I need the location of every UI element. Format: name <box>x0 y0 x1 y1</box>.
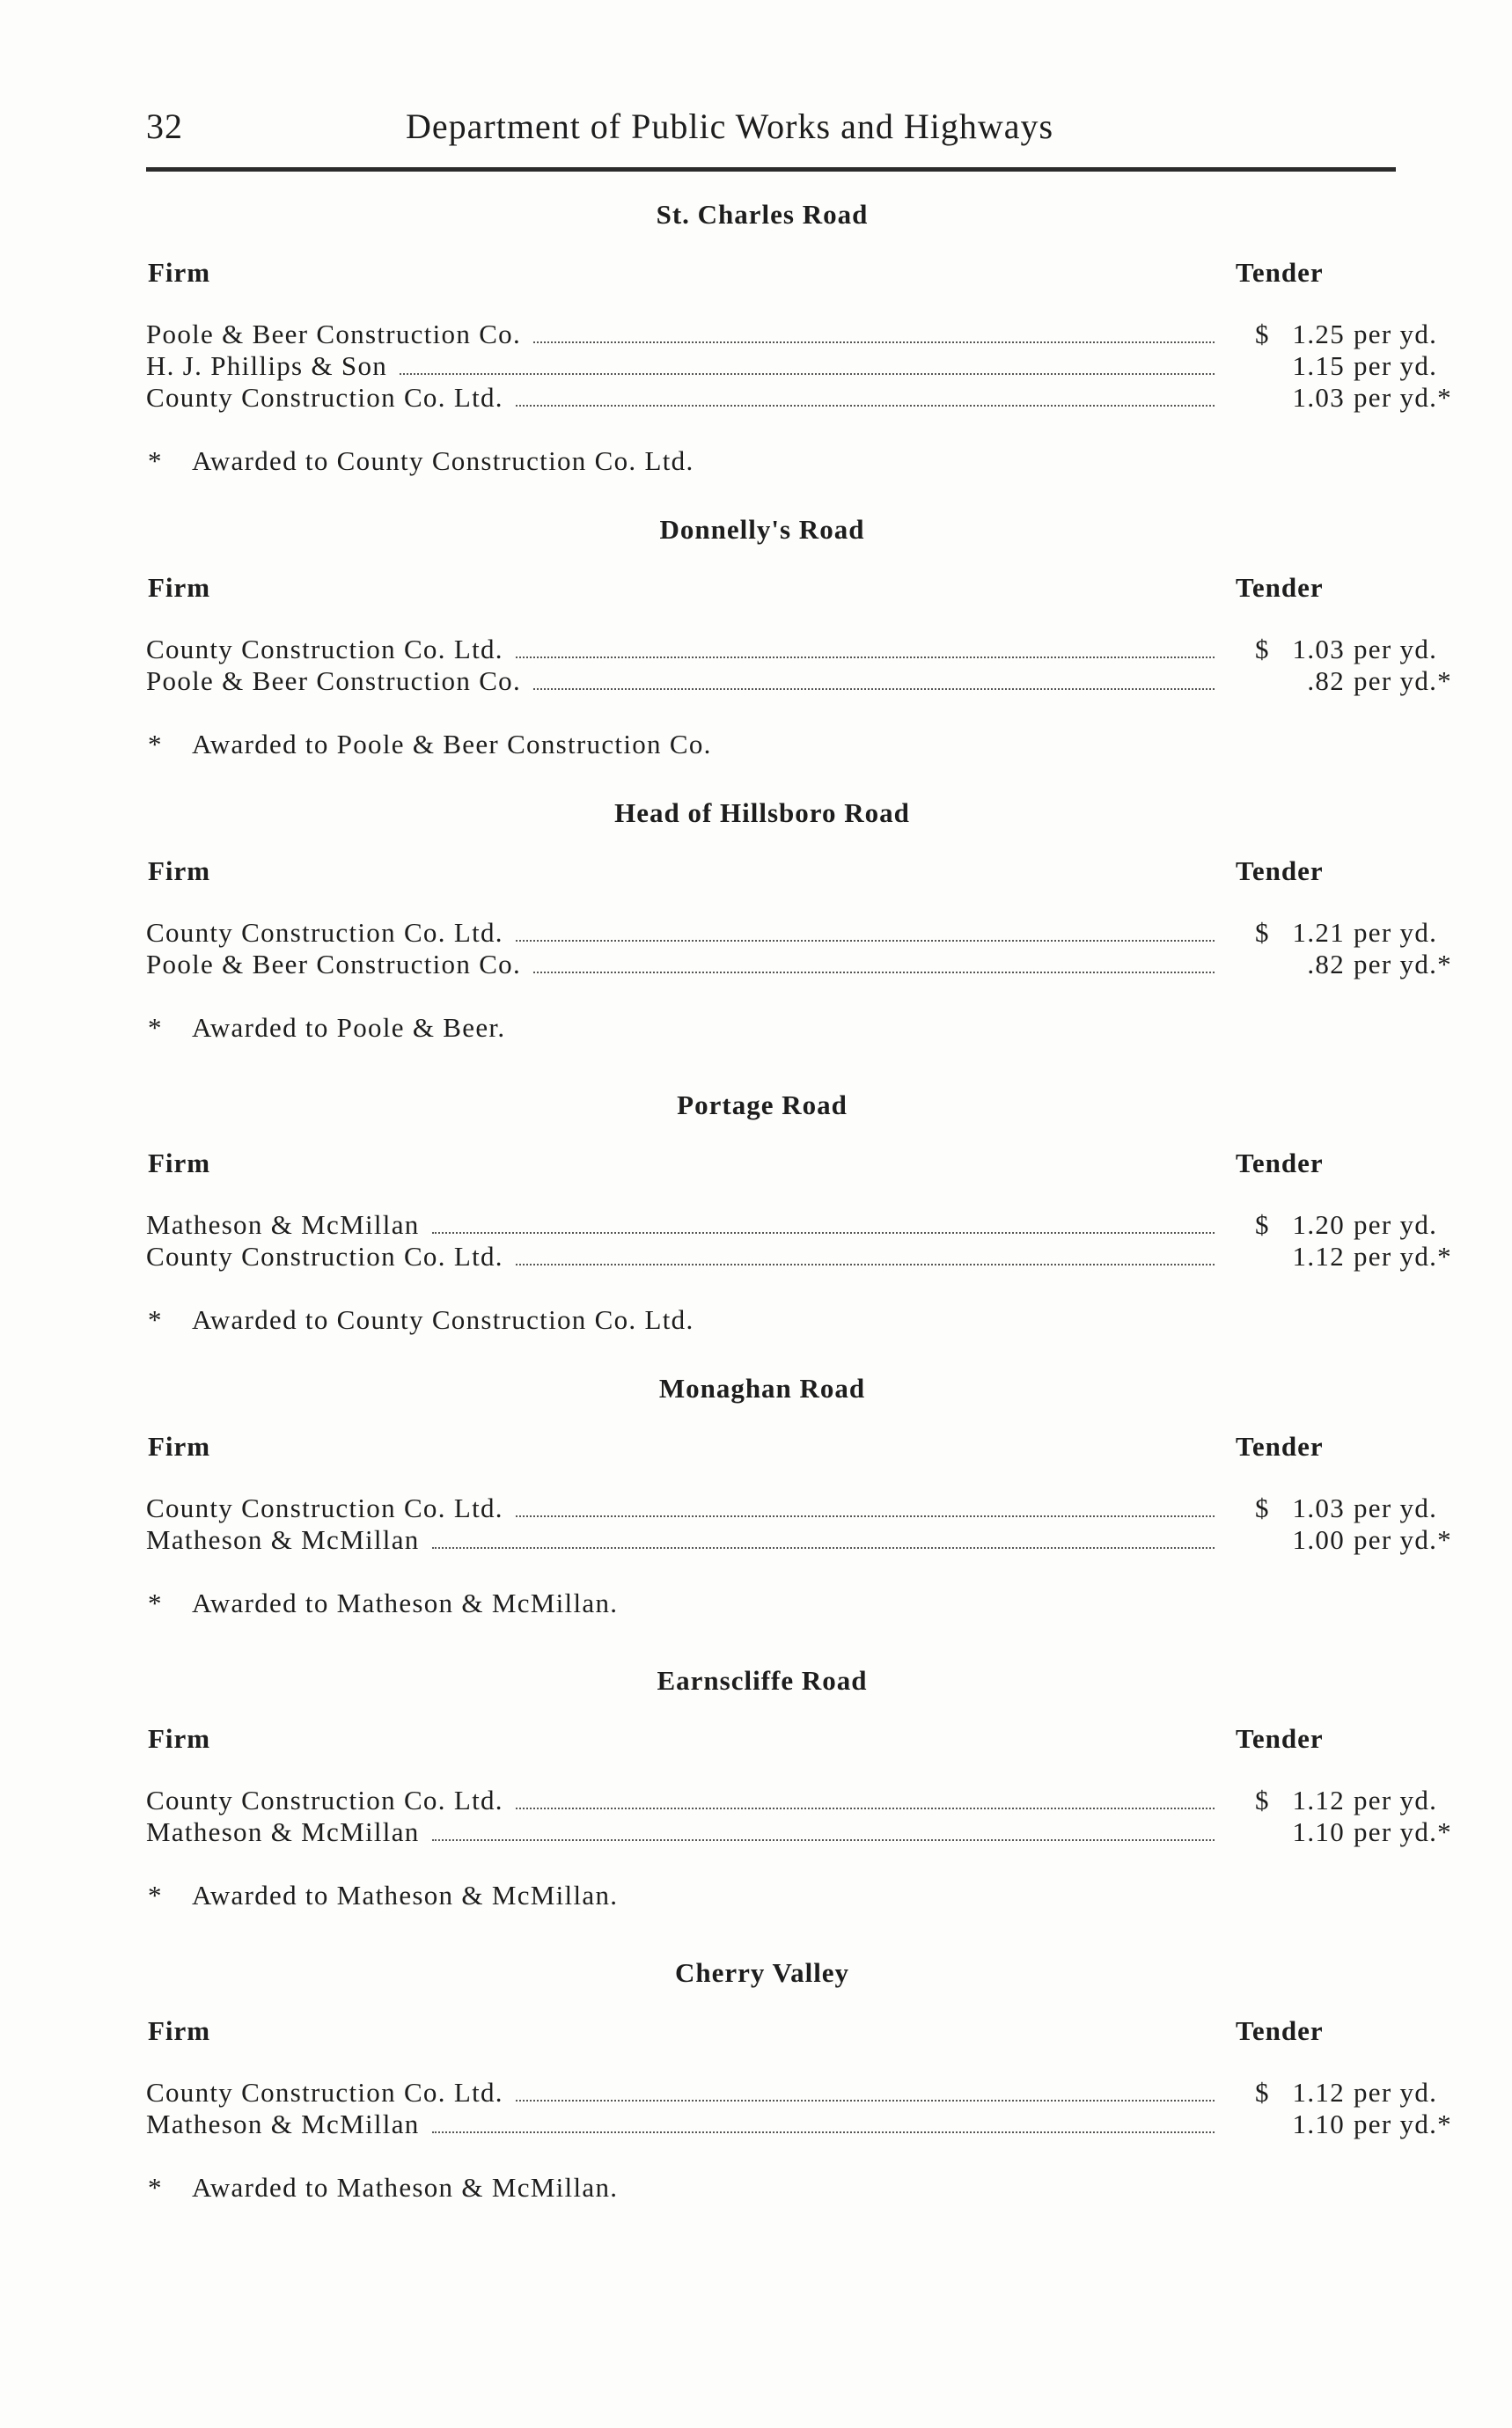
tender-unit: per yd. <box>1354 2077 1438 2108</box>
section-title: Monaghan Road <box>658 1373 866 1404</box>
tender-row <box>146 1816 1466 1848</box>
firm-name: County Construction Co. Ltd. <box>146 917 503 948</box>
currency-sign: $ <box>1255 2077 1270 2108</box>
tender-section <box>146 1086 1466 1338</box>
firm-name: Matheson & McMillan <box>146 1816 420 1847</box>
tender-rows <box>146 1209 1466 1273</box>
tender-row <box>146 949 1466 980</box>
tender-amount: 1.03 <box>1292 382 1345 413</box>
tender-row <box>146 665 1466 697</box>
column-headers <box>146 2015 1466 2054</box>
tender-unit: per yd. <box>1354 917 1438 948</box>
firm-cell <box>146 382 1229 414</box>
tender-rows <box>146 319 1466 414</box>
firm-column-header: Firm <box>148 572 211 603</box>
firm-name: County Construction Co. Ltd. <box>146 382 503 413</box>
currency-sign: $ <box>1255 1209 1270 1240</box>
tender-row <box>146 1493 1466 1524</box>
asterisk-mark: * <box>148 1012 163 1043</box>
tender-unit: per yd.* <box>1354 2109 1452 2139</box>
tender-amount: 1.12 <box>1292 2077 1345 2108</box>
award-note-text: Awarded to Matheson & McMillan. <box>192 2172 619 2203</box>
tender-sections <box>146 195 1466 2205</box>
firm-name: Matheson & McMillan <box>146 1524 420 1555</box>
firm-cell <box>146 917 1229 949</box>
firm-cell <box>146 350 1229 382</box>
firm-column-header: Firm <box>148 1431 211 1462</box>
tender-rows <box>146 917 1466 980</box>
firm-cell <box>146 1241 1229 1273</box>
dot-leader <box>533 688 1215 690</box>
firm-cell <box>146 1785 1229 1816</box>
tender-amount: 1.12 <box>1292 1785 1345 1815</box>
tender-column-header: Tender <box>1236 855 1324 886</box>
tender-unit: per yd. <box>1354 1785 1438 1815</box>
firm-name: Poole & Beer Construction Co. <box>146 319 522 349</box>
firm-name: Poole & Beer Construction Co. <box>146 665 522 696</box>
tender-rows <box>146 2077 1466 2140</box>
currency-sign: $ <box>1255 917 1270 948</box>
firm-cell <box>146 319 1229 350</box>
tender-row <box>146 634 1466 665</box>
tender-amount: 1.12 <box>1292 1241 1345 1272</box>
tender-row <box>146 382 1466 414</box>
tender-amount: 1.03 <box>1292 1493 1345 1523</box>
asterisk-mark: * <box>148 1588 163 1618</box>
firm-name: Matheson & McMillan <box>146 2109 420 2139</box>
firm-cell <box>146 634 1229 665</box>
tender-section <box>146 1954 1466 2205</box>
firm-name: Poole & Beer Construction Co. <box>146 949 522 979</box>
tender-unit: per yd. <box>1354 319 1438 349</box>
tender-column-header: Tender <box>1236 572 1324 603</box>
tender-unit: per yd. <box>1354 1209 1438 1240</box>
tender-row <box>146 1524 1466 1556</box>
tender-unit: per yd. <box>1354 350 1438 381</box>
firm-cell <box>146 665 1229 697</box>
tender-amount: .82 <box>1307 665 1345 696</box>
award-note <box>146 1878 1466 1913</box>
tender-unit: per yd. <box>1354 1493 1438 1523</box>
dot-leader <box>432 1547 1215 1549</box>
tender-amount: 1.00 <box>1292 1524 1345 1555</box>
tender-unit: per yd.* <box>1354 1816 1452 1847</box>
firm-name: County Construction Co. Ltd. <box>146 1241 503 1272</box>
firm-cell <box>146 1816 1229 1848</box>
tender-amount: .82 <box>1307 949 1345 979</box>
currency-sign: $ <box>1255 1785 1270 1815</box>
tender-amount: 1.21 <box>1292 917 1345 948</box>
dot-leader <box>432 1232 1215 1234</box>
tender-rows <box>146 1785 1466 1848</box>
dot-leader <box>400 373 1215 375</box>
award-note <box>146 444 1466 479</box>
tender-amount: 1.20 <box>1292 1209 1345 1240</box>
dot-leader <box>516 2100 1215 2102</box>
dot-leader <box>516 1515 1215 1517</box>
column-headers <box>146 1148 1466 1186</box>
column-headers <box>146 855 1466 894</box>
firm-column-header: Firm <box>148 2015 211 2046</box>
tender-row <box>146 917 1466 949</box>
dot-leader <box>516 1808 1215 1809</box>
firm-cell <box>146 1524 1229 1556</box>
dot-leader <box>516 405 1215 407</box>
firm-name: H. J. Phillips & Son <box>146 350 388 381</box>
column-headers <box>146 1723 1466 1762</box>
firm-cell <box>146 1493 1229 1524</box>
dot-leader <box>533 972 1215 973</box>
column-headers <box>146 572 1466 611</box>
dot-leader <box>516 940 1215 942</box>
tender-row <box>146 1209 1466 1241</box>
award-note <box>146 1302 1466 1338</box>
section-title: Head of Hillsboro Road <box>614 797 910 828</box>
tender-unit: per yd.* <box>1354 949 1452 979</box>
firm-column-header: Firm <box>148 1723 211 1754</box>
award-note-text: Awarded to Matheson & McMillan. <box>192 1588 619 1618</box>
section-title: Cherry Valley <box>674 1957 850 1988</box>
firm-cell <box>146 2077 1229 2109</box>
tender-unit: per yd.* <box>1354 382 1452 413</box>
award-note-text: Awarded to Poole & Beer. <box>192 1012 506 1043</box>
section-title: Donnelly's Road <box>659 514 865 545</box>
tender-unit: per yd. <box>1354 634 1438 664</box>
column-headers <box>146 257 1466 296</box>
tender-amount: 1.03 <box>1292 634 1345 664</box>
tender-row <box>146 350 1466 382</box>
tender-section <box>146 1369 1466 1621</box>
tender-section <box>146 1661 1466 1913</box>
tender-section <box>146 794 1466 1045</box>
currency-sign: $ <box>1255 1493 1270 1523</box>
section-title: Portage Road <box>677 1089 848 1120</box>
firm-name: Matheson & McMillan <box>146 1209 420 1240</box>
dot-leader <box>432 1839 1215 1841</box>
dot-leader <box>516 1264 1215 1265</box>
firm-name: County Construction Co. Ltd. <box>146 1785 503 1815</box>
tender-row <box>146 2077 1466 2109</box>
tender-unit: per yd.* <box>1354 665 1452 696</box>
header-rule <box>146 167 1396 172</box>
award-note-text: Awarded to County Construction Co. Ltd. <box>192 1304 694 1335</box>
award-note <box>146 1586 1466 1621</box>
tender-column-header: Tender <box>1236 257 1324 288</box>
firm-name: County Construction Co. Ltd. <box>146 2077 503 2108</box>
firm-column-header: Firm <box>148 257 211 288</box>
tender-column-header: Tender <box>1236 1148 1324 1178</box>
tender-row <box>146 1241 1466 1273</box>
firm-column-header: Firm <box>148 855 211 886</box>
asterisk-mark: * <box>148 445 163 476</box>
tender-section <box>146 195 1466 479</box>
section-title: St. Charles Road <box>656 199 869 230</box>
tender-unit: per yd.* <box>1354 1524 1452 1555</box>
tender-section <box>146 510 1466 762</box>
asterisk-mark: * <box>148 729 163 759</box>
award-note-text: Awarded to County Construction Co. Ltd. <box>192 445 694 476</box>
award-note <box>146 1010 1466 1045</box>
tender-amount: 1.10 <box>1292 1816 1345 1847</box>
tender-amount: 1.15 <box>1292 350 1345 381</box>
asterisk-mark: * <box>148 2172 163 2203</box>
firm-cell <box>146 2109 1229 2140</box>
award-note-text: Awarded to Matheson & McMillan. <box>192 1880 619 1911</box>
award-note <box>146 727 1466 762</box>
firm-cell <box>146 949 1229 980</box>
currency-sign: $ <box>1255 634 1270 664</box>
tender-rows <box>146 1493 1466 1556</box>
award-note-text: Awarded to Poole & Beer Construction Co. <box>192 729 712 759</box>
tender-column-header: Tender <box>1236 1723 1324 1754</box>
tender-row <box>146 319 1466 350</box>
page-number: 32 <box>146 106 183 146</box>
running-title: Department of Public Works and Highways <box>406 106 1054 146</box>
currency-sign: $ <box>1255 319 1270 349</box>
award-note <box>146 2170 1466 2205</box>
tender-amount: 1.25 <box>1292 319 1345 349</box>
column-headers <box>146 1431 1466 1470</box>
section-title: Earnscliffe Road <box>657 1665 868 1696</box>
dot-leader <box>432 2131 1215 2133</box>
firm-name: County Construction Co. Ltd. <box>146 634 503 664</box>
firm-column-header: Firm <box>148 1148 211 1178</box>
tender-column-header: Tender <box>1236 2015 1324 2046</box>
dot-leader <box>516 657 1215 658</box>
tender-row <box>146 1785 1466 1816</box>
dot-leader <box>533 341 1215 343</box>
asterisk-mark: * <box>148 1880 163 1911</box>
tender-unit: per yd.* <box>1354 1241 1452 1272</box>
tender-amount: 1.10 <box>1292 2109 1345 2139</box>
firm-cell <box>146 1209 1229 1241</box>
tender-rows <box>146 634 1466 697</box>
tender-row <box>146 2109 1466 2140</box>
asterisk-mark: * <box>148 1304 163 1335</box>
firm-name: County Construction Co. Ltd. <box>146 1493 503 1523</box>
tender-column-header: Tender <box>1236 1431 1324 1462</box>
